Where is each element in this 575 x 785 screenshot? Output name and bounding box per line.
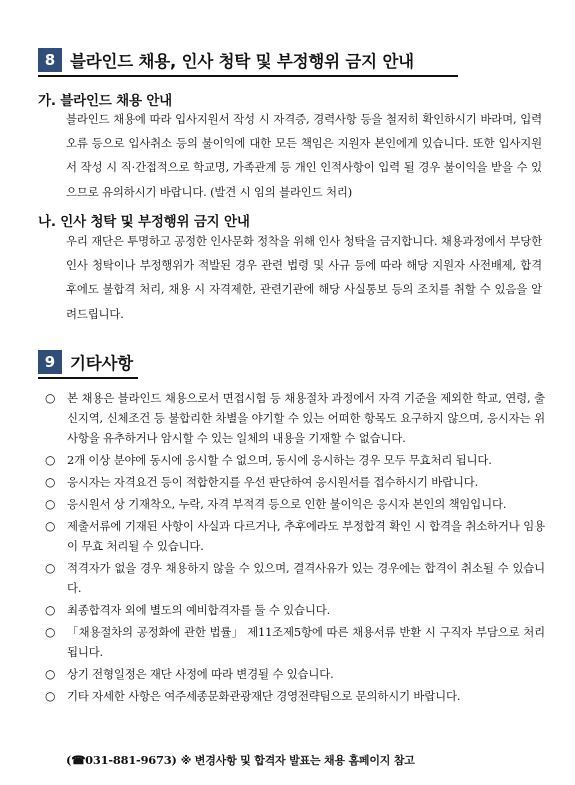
- section-8-header: [38, 48, 414, 72]
- solicitation-paragraph: 우리 재단은 투명하고 공정한 인사문화 정착을 위해 인사 청탁을 금지합니다. 채용과정에서 부당한 인사 청탁이나 부정행위가 적발된 경우 관련 법령 및 사규 등에 따라 해당 지원자 사전배제, 합격 후에도 불합격 처리, 채용 시 자격제한, 관련기관에 해당 사실통보 등의 조치를 취할 수 있음을 알려드립니다.: [66, 234, 542, 321]
- section-8-number: 8: [38, 48, 62, 72]
- section-9-number: 9: [38, 350, 62, 374]
- circle-bullet-icon: ○: [45, 625, 56, 639]
- list-item: ○ 2개 이상 분야에 동시에 응시할 수 없으며, 동시에 응시하는 경우 모두 무효처리 됩니다.: [45, 450, 545, 470]
- section-9-header: [38, 350, 133, 374]
- list-item: ○ 적격자가 없을 경우 채용하지 않을 수 있으며, 결격사유가 있는 경우에는 합격이 취소될 수 있습니다.: [45, 558, 545, 598]
- circle-bullet-icon: ○: [45, 519, 56, 533]
- list-item: ○ 기타 자세한 사항은 여주세종문화관광재단 경영전략팀으로 문의하시기 바랍니다.: [45, 686, 545, 706]
- circle-bullet-icon: ○: [45, 453, 56, 467]
- list-item: ○ 제출서류에 기재된 사항이 사실과 다르거나, 추후에라도 부정합격 확인 시 합격을 취소하거나 임용이 무효 처리될 수 있습니다.: [45, 516, 545, 556]
- homepage-note: ※ 변경사항 및 합격자 발표는 채용 홈페이지 참고: [180, 754, 415, 767]
- circle-bullet-icon: ○: [45, 603, 56, 617]
- contact-line: [66, 752, 415, 768]
- section-8-title: 블라인드 채용, 인사 청탁 및 부정행위 금지 안내: [70, 52, 414, 71]
- contact-phone: (☎031-881-9673): [66, 753, 177, 767]
- list-item: ○ 최종합격자 외에 별도의 예비합격자를 둘 수 있습니다.: [45, 600, 545, 620]
- section-9-title: 기타사항: [70, 354, 133, 373]
- section-8-underline: [38, 75, 458, 77]
- misc-items-list: [45, 388, 545, 708]
- list-item: ○ 상기 전형일정은 재단 사정에 따라 변경될 수 있습니다.: [45, 664, 545, 684]
- list-item: ○ 응시자는 자격요건 등이 적합한지를 우선 판단하여 응시원서를 접수하시기 바랍니다.: [45, 472, 545, 492]
- subsection-solicitation-title: 나. 인사 청탁 및 부정행위 금지 안내: [38, 214, 250, 230]
- list-item: ○ 응시원서 상 기재착오, 누락, 자격 부적격 등으로 인한 불이익은 응시자 본인의 책임입니다.: [45, 494, 545, 514]
- blind-hiring-paragraph: 블라인드 채용에 따라 입사지원서 작성 시 자격증, 경력사항 등을 철저히 확인하시기 바라며, 입력오류 등으로 입사취소 등의 불이익에 대한 모든 책임은 지원자 본인에게 있습니다. 또한 입사지원서 작성 시 직·간접적으로 학교명, 가족관계 등 개인 인적사항이 입력 될 경우 불이익을 받을 수 있으므로 유의하시기 바랍니다. (발견 시 임의 블라인드 처리): [66, 112, 542, 199]
- circle-bullet-icon: ○: [45, 475, 56, 489]
- section-9-underline: [38, 377, 138, 379]
- circle-bullet-icon: ○: [45, 391, 56, 405]
- circle-bullet-icon: ○: [45, 689, 56, 703]
- circle-bullet-icon: ○: [45, 561, 56, 575]
- circle-bullet-icon: ○: [45, 667, 56, 681]
- circle-bullet-icon: ○: [45, 497, 56, 511]
- subsection-blind-hiring-title: 가. 블라인드 채용 안내: [38, 93, 172, 109]
- list-item: ○ 「채용절차의 공정화에 관한 법률」 제11조제5항에 따른 채용서류 반환 시 구직자 부담으로 처리됩니다.: [45, 622, 545, 662]
- list-item: ○ 본 채용은 블라인드 채용으로서 면접시험 등 채용절차 과정에서 자격 기준을 제외한 학교, 연령, 출신지역, 신체조건 등 불합리한 차별을 야기할 수 있는 어떠한 항목도 요구하지 않으며, 응시자는 위 사항을 유추하거나 암시할 수 있는 일체의 내용을 기재할 수 없습니다.: [45, 388, 545, 448]
